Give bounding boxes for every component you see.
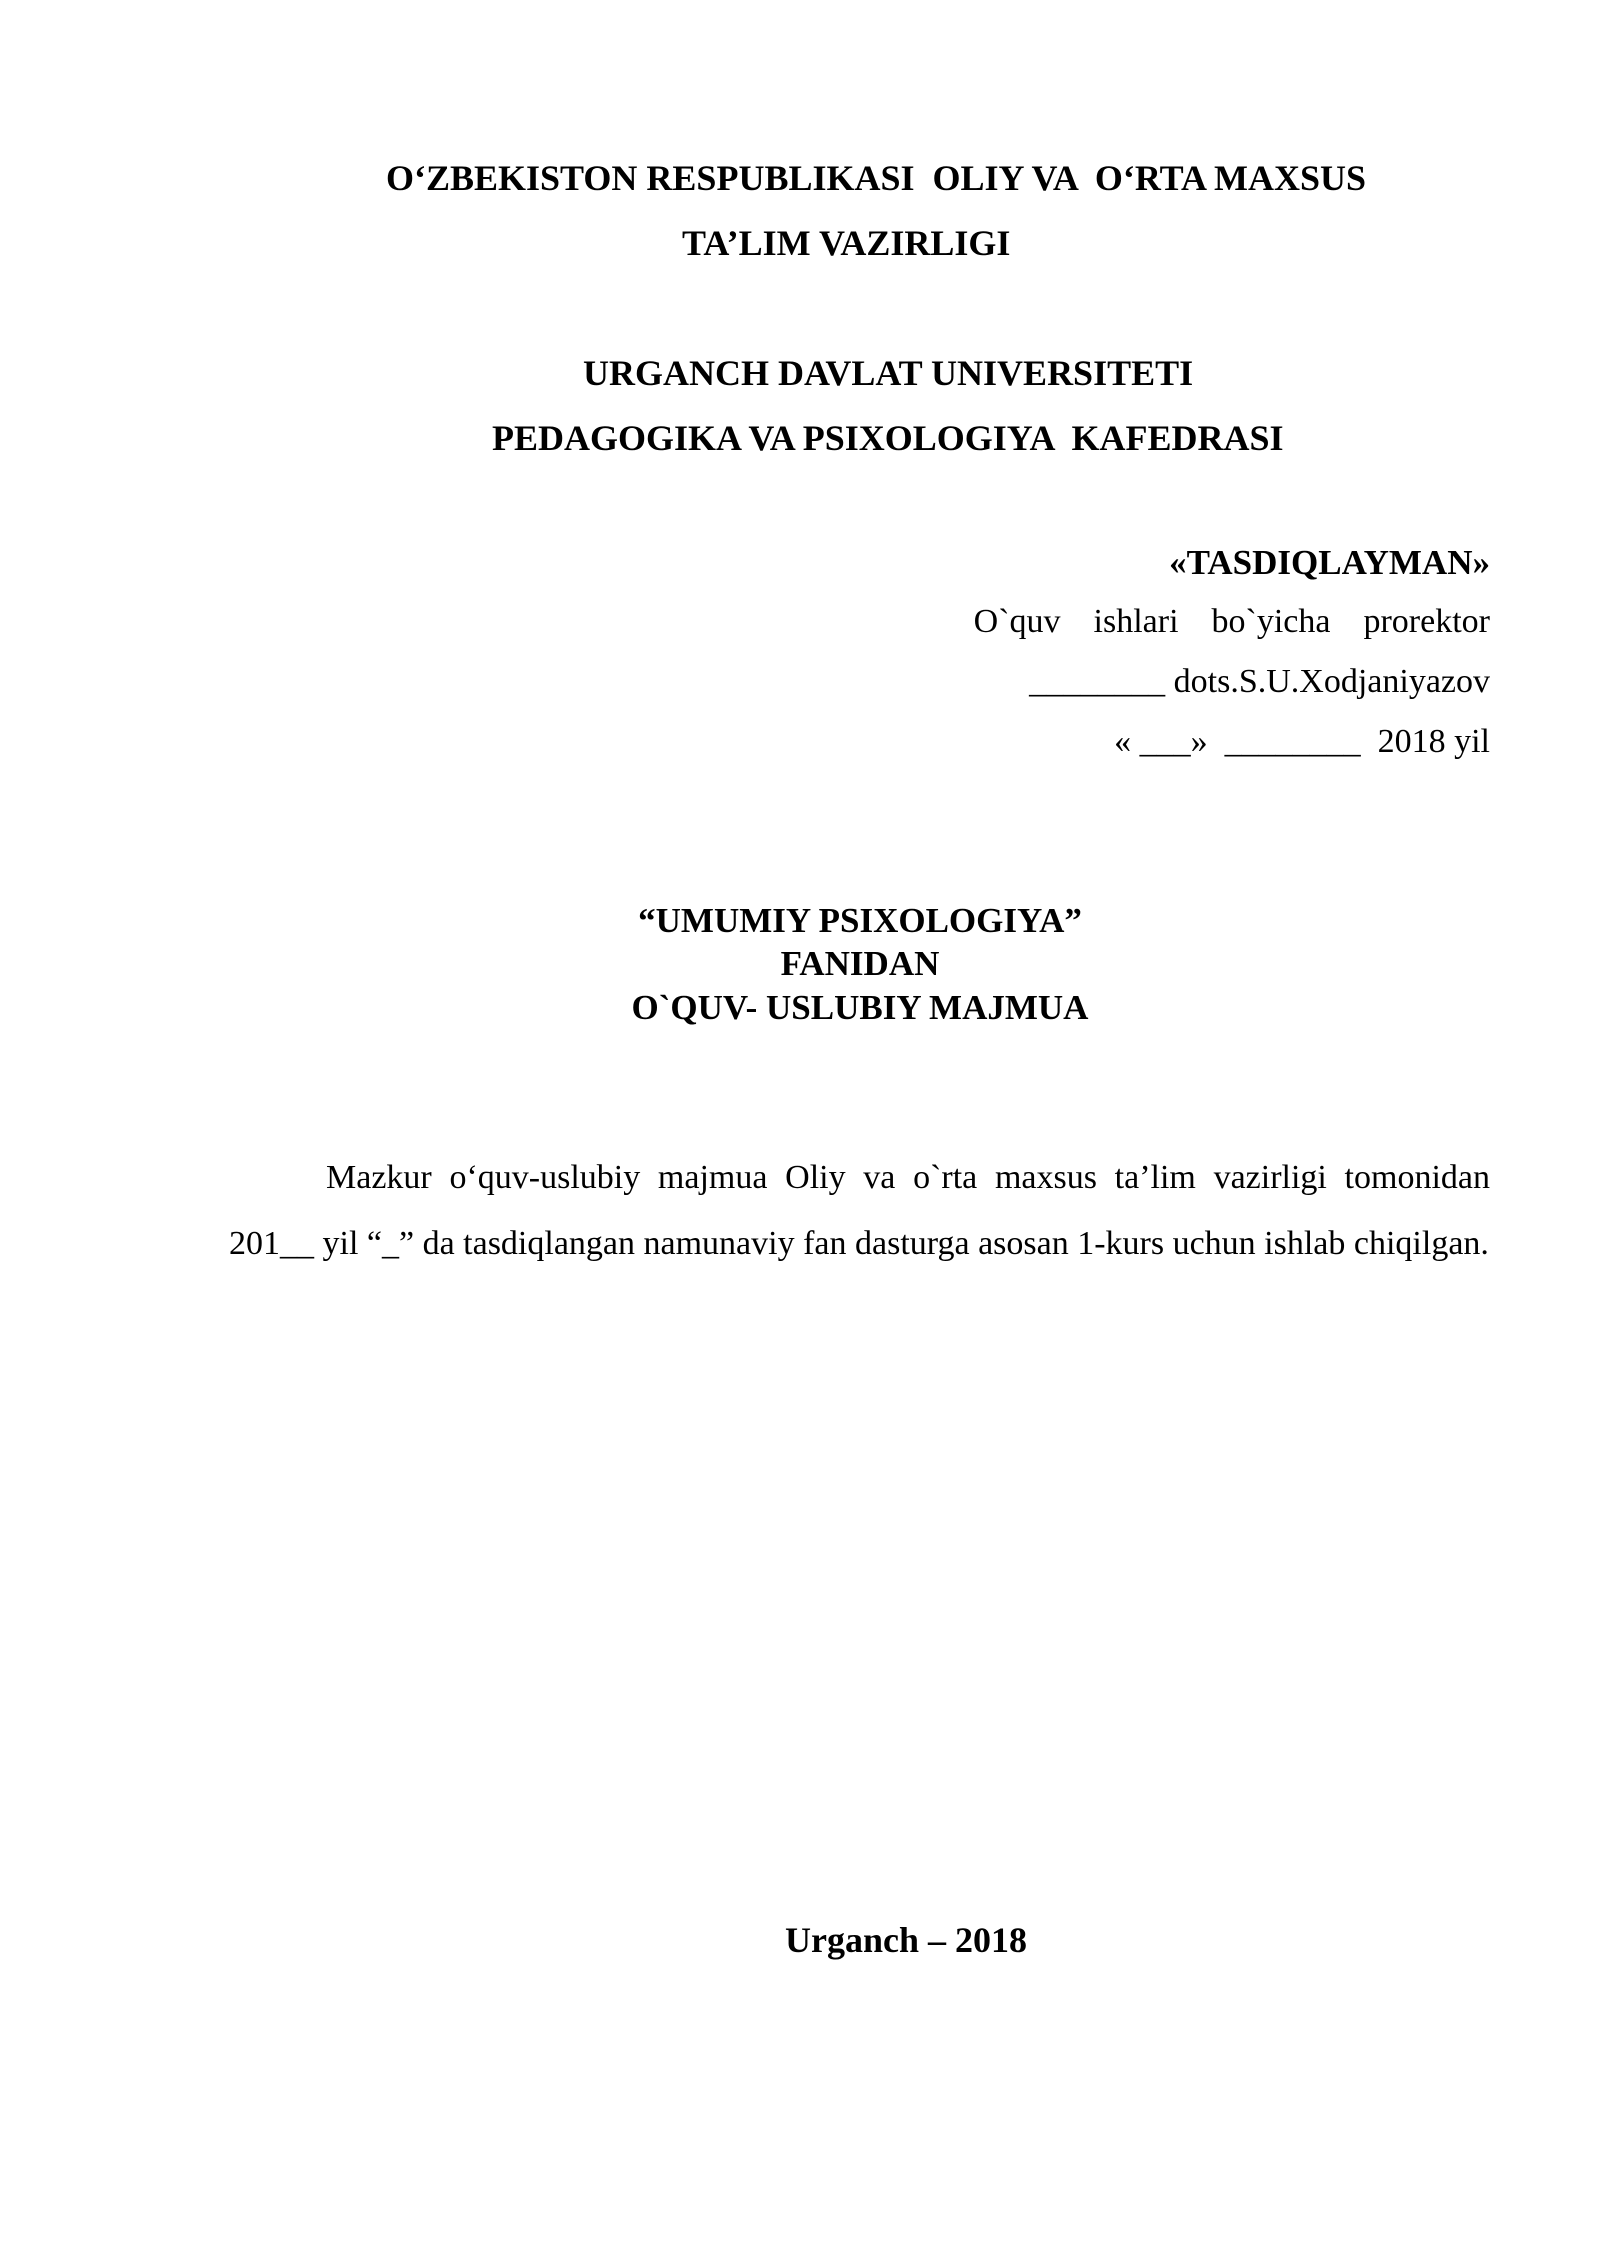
approval-title: «TASDIQLAYMAN» — [1169, 543, 1490, 582]
ministry-name-line-2: TA’LIM VAZIRLIGI — [682, 223, 1011, 263]
subject-from-label: FANIDAN — [780, 944, 940, 983]
complex-type-title: O`QUV- USLUBIY MAJMUA — [631, 988, 1089, 1027]
subject-title: “UMUMIY PSIXOLOGIYA” — [638, 901, 1082, 940]
ministry-name-line-1: O‘ZBEKISTON RESPUBLIKASI OLIY VA O‘RTA MAXSUS — [386, 158, 1366, 198]
footer-city-year: Urganch – 2018 — [785, 1920, 1027, 1960]
approval-signature-line: ________ dots.S.U.Xodjaniyazov — [1029, 663, 1490, 700]
approval-date-line: « ___» ________ 2018 yil — [1114, 723, 1490, 760]
department-name: PEDAGOGIKA VA PSIXOLOGIYA KAFEDRASI — [492, 418, 1284, 458]
university-name: URGANCH DAVLAT UNIVERSITETI — [583, 353, 1194, 393]
description-paragraph: Mazkur o‘quv-uslubiy majmua Oliy va o`rta maxsus ta’lim vazirligi tomonidan 201__ yil “_” da tasdiqlangan namunaviy fan dasturga asosan 1-kurs uchun ishlab chiqilgan. — [229, 1159, 1490, 1262]
approval-role: O`quv ishlari bo`yicha prorektor — [973, 603, 1490, 640]
